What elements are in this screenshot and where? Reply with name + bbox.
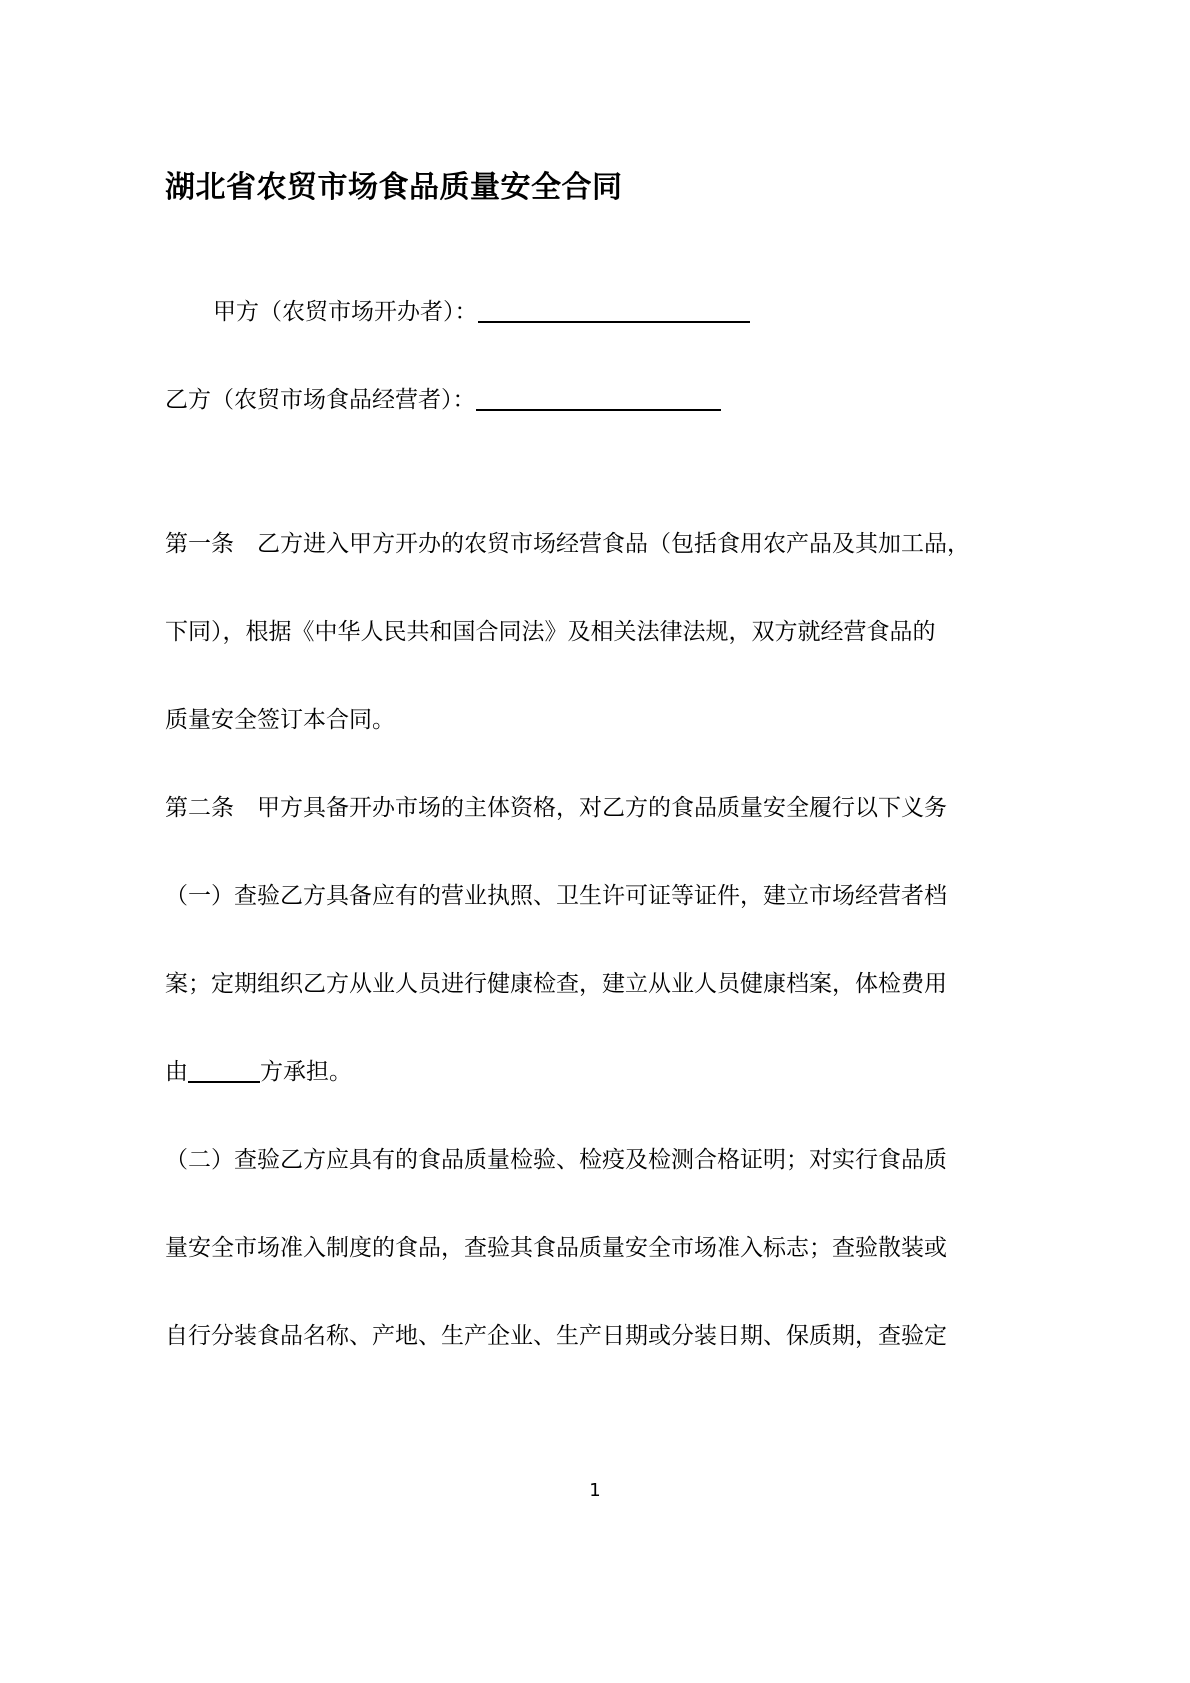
article-1-line-1: 第一条 乙方进入甲方开办的农贸市场经营食品（包括食用农产品及其加工品， [165, 531, 970, 557]
party-a-fill-blank[interactable] [478, 321, 750, 323]
document-content [165, 0, 970, 1380]
document-body [165, 500, 970, 1380]
page-title: 湖北省农贸市场食品质量安全合同 [165, 170, 623, 205]
clause-1-prefix: 由 [165, 1059, 188, 1085]
clause-2-line-3: 自行分装食品名称、产地、生产企业、生产日期或分装日期、保质期，查验定 [165, 1323, 947, 1349]
clause-1-line-1: （一）查验乙方具备应有的营业执照、卫生许可证等证件，建立市场经营者档 [165, 883, 947, 909]
party-a-label: 甲方（农贸市场开办者）： [213, 299, 478, 325]
article-1-line-3: 质量安全签订本合同。 [165, 707, 395, 733]
party-b-line [165, 356, 965, 444]
clause-1-suffix: 方承担。 [260, 1059, 352, 1085]
parties-block [165, 268, 965, 444]
party-b-fill-blank[interactable] [476, 409, 721, 411]
clause-2-line-2: 量安全市场准入制度的食品，查验其食品质量安全市场准入标志；查验散装或 [165, 1235, 947, 1261]
clause-2-line-1: （二）查验乙方应具有的食品质量检验、检疫及检测合格证明；对实行食品质 [165, 1147, 947, 1173]
party-b-label: 乙方（农贸市场食品经营者）： [165, 387, 476, 413]
page-number: 1 [589, 1480, 601, 1501]
article-2-line-1: 第二条 甲方具备开办市场的主体资格，对乙方的食品质量安全履行以下义务 [165, 795, 947, 821]
clause-1-line-3 [165, 1028, 965, 1116]
party-a-line [165, 268, 965, 356]
cost-bearer-fill-blank[interactable] [188, 1081, 260, 1083]
clause-1-line-2: 案；定期组织乙方从业人员进行健康检查，建立从业人员健康档案，体检费用 [165, 971, 947, 997]
article-1-line-2: 下同），根据《中华人民共和国合同法》及相关法律法规，双方就经营食品的 [165, 619, 936, 645]
